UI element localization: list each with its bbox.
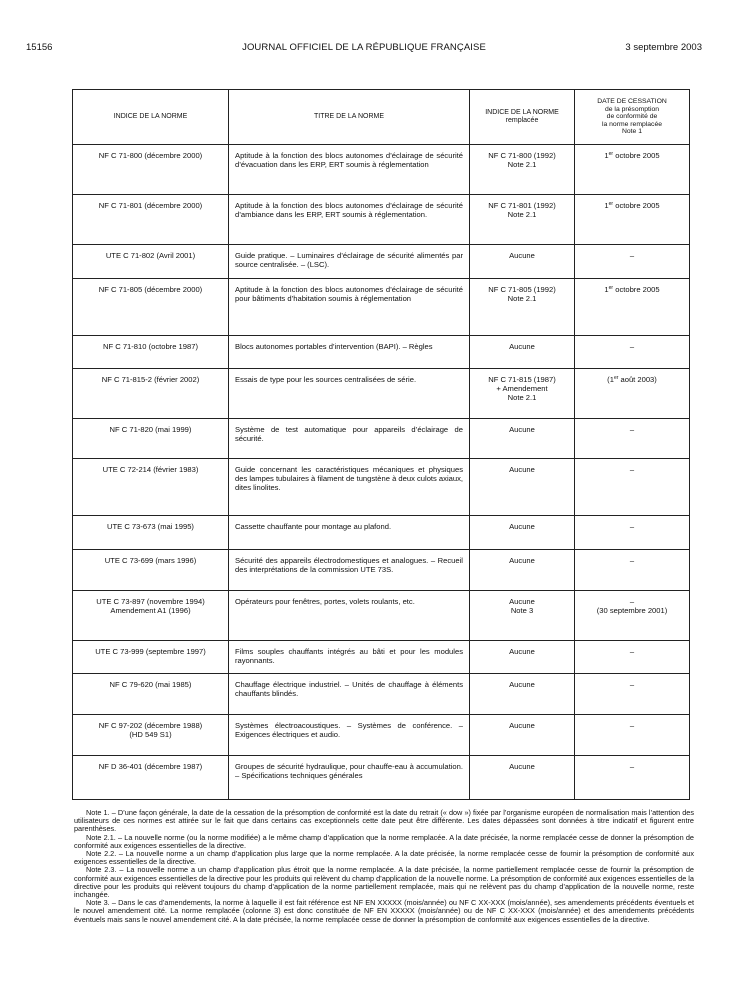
ordinal-suffix: er bbox=[608, 201, 614, 207]
norm-index: NF C 71-810 (octobre 1987) bbox=[103, 342, 198, 351]
replaced-norm: NF C 71-815 (1987) bbox=[488, 375, 556, 384]
column-header-line: TITRE DE LA NORME bbox=[313, 113, 384, 120]
replaced-norm: NF C 71-805 (1992) bbox=[488, 285, 556, 294]
norm-index: UTE C 71-802 (Avril 2001) bbox=[105, 251, 196, 260]
norm-index: UTE C 73-699 (mars 1996) bbox=[104, 556, 197, 565]
norm-index-cell bbox=[73, 419, 229, 459]
cessation-date-text: – bbox=[629, 251, 635, 260]
norm-title: Aptitude à la fonction des blocs autonomes d’éclairage de sécurité d’évacuation dans les ERP, ERT soumis à réglementation bbox=[229, 145, 470, 195]
norm-title: Cassette chauffante pour montage au plafond. bbox=[229, 516, 470, 550]
table-row bbox=[73, 756, 690, 800]
page-number: 15156 bbox=[26, 42, 53, 53]
norm-title: Aptitude à la fonction des blocs autonomes d’éclairage de sécurité d’ambiance dans les ERP, ERT soumis à réglementation. bbox=[229, 195, 470, 245]
cessation-date-text: août 2003) bbox=[618, 375, 657, 384]
norm-index: Amendement A1 (1996) bbox=[110, 606, 191, 615]
cessation-date bbox=[581, 597, 683, 606]
cessation-date-text: – bbox=[629, 762, 635, 771]
journal-title: JOURNAL OFFICIEL DE LA RÉPUBLIQUE FRANÇAISE bbox=[242, 42, 486, 53]
cessation-date-text: – bbox=[629, 721, 635, 730]
cessation-date-cell bbox=[575, 419, 690, 459]
column-header-line: remplacée bbox=[505, 117, 539, 124]
cessation-date-text: 1 bbox=[604, 201, 609, 210]
table-row bbox=[73, 641, 690, 674]
footnote: Note 3. – Dans le cas d’amendements, la norme à laquelle il est fait référence est NF EN XXXXX (mois/année) ou NF C XX-XXX (mois/année), ses amendements précédents éventuels et le nouvel amendement cité. La norme remplacée (colonne 3) est donc constituée de NF EN XXXXX (mois/année) ou de NF C XX-XXX (mois/année) et des amendements précédents éventuels mais sans le nouvel amendement cité. A la date précisée, la norme remplacée cesse de donner la présomption de conformité aux exigences essentielles de la directive. bbox=[74, 898, 694, 924]
norm-title: Aptitude à la fonction des blocs autonomes d’éclairage de sécurité pour bâtiments d’habitation soumis à réglementation bbox=[229, 279, 470, 336]
standards-table bbox=[72, 89, 690, 800]
cessation-date bbox=[581, 151, 683, 160]
table-row bbox=[73, 336, 690, 369]
cessation-date-text: 1 bbox=[604, 285, 609, 294]
table-row bbox=[73, 195, 690, 245]
replaced-norm-cell bbox=[470, 715, 575, 756]
replaced-norm: Note 2.1 bbox=[507, 393, 537, 402]
table-row bbox=[73, 674, 690, 715]
cessation-date-cell bbox=[575, 516, 690, 550]
replaced-norm: Aucune bbox=[509, 556, 535, 565]
cessation-date-cell bbox=[575, 641, 690, 674]
norm-title: Blocs autonomes portables d’intervention (BAPI). – Règles bbox=[229, 336, 470, 369]
norm-title: Essais de type pour les sources centralisées de série. bbox=[229, 369, 470, 419]
norm-index: NF C 97-202 (décembre 1988) bbox=[98, 721, 203, 730]
replaced-norm: Note 2.1 bbox=[507, 294, 537, 303]
replaced-norm: Note 3 bbox=[510, 606, 534, 615]
replaced-norm: Aucune bbox=[509, 680, 535, 689]
cessation-date bbox=[581, 647, 683, 656]
cessation-date-cell bbox=[575, 245, 690, 279]
cessation-date-text: – bbox=[629, 647, 635, 656]
footnote: Note 2.2. – La nouvelle norme a un champ d’application plus large que la norme remplacée. A la date précisée, la norme remplacée cesse de fournir la présomption de conformité aux exigences essentielles de la directive. bbox=[74, 849, 694, 867]
replaced-norm-cell bbox=[470, 279, 575, 336]
cessation-date bbox=[581, 375, 683, 384]
column-header-line: INDICE DE LA NORME bbox=[485, 109, 559, 116]
cessation-date-text: 1 bbox=[604, 151, 609, 160]
norm-index-cell bbox=[73, 756, 229, 800]
norm-index-cell bbox=[73, 550, 229, 591]
cessation-date-cell bbox=[575, 674, 690, 715]
table-row bbox=[73, 245, 690, 279]
replaced-norm: Aucune bbox=[509, 647, 535, 656]
table-body bbox=[73, 145, 690, 800]
cessation-date bbox=[581, 285, 683, 294]
column-header-line: Note 1 bbox=[621, 128, 643, 136]
norm-index: NF C 79-620 (mai 1985) bbox=[109, 680, 192, 689]
cessation-date-cell bbox=[575, 145, 690, 195]
cessation-date bbox=[581, 465, 683, 474]
norm-index: UTE C 73-897 (novembre 1994) bbox=[96, 597, 205, 606]
norm-title: Guide pratique. – Luminaires d’éclairage de sécurité alimentés par source centralisée. – (LSC). bbox=[229, 245, 470, 279]
norm-index: NF C 71-805 (décembre 2000) bbox=[98, 285, 203, 294]
norm-index-cell bbox=[73, 516, 229, 550]
replaced-norm-cell bbox=[470, 674, 575, 715]
cessation-date-cell bbox=[575, 550, 690, 591]
norm-index: UTE C 73-999 (septembre 1997) bbox=[95, 647, 206, 656]
replaced-norm-cell bbox=[470, 369, 575, 419]
norm-index: NF C 71-800 (décembre 2000) bbox=[98, 151, 203, 160]
column-header-replaced bbox=[470, 90, 575, 145]
cessation-date-text: – bbox=[629, 556, 635, 565]
cessation-date bbox=[581, 342, 683, 351]
replaced-norm: Aucune bbox=[509, 522, 535, 531]
replaced-norm-cell bbox=[470, 459, 575, 516]
norm-title: Guide concernant les caractéristiques mécaniques et physiques des lampes tubulaires à filament de tungstène à deux culots axiaux, dites linolites. bbox=[229, 459, 470, 516]
cessation-date bbox=[581, 762, 683, 771]
column-header-line: la norme remplacée bbox=[601, 120, 663, 128]
norm-index-cell bbox=[73, 145, 229, 195]
table-row bbox=[73, 591, 690, 641]
norm-index-cell bbox=[73, 245, 229, 279]
replaced-norm-cell bbox=[470, 641, 575, 674]
column-header-title bbox=[229, 90, 470, 145]
replaced-norm-cell bbox=[470, 145, 575, 195]
cessation-date-text: – bbox=[629, 680, 635, 689]
norm-title: Groupes de sécurité hydraulique, pour chauffe-eau à accumulation. – Spécifications techniques générales bbox=[229, 756, 470, 800]
norm-title: Opérateurs pour fenêtres, portes, volets roulants, etc. bbox=[229, 591, 470, 641]
ordinal-suffix: er bbox=[613, 375, 619, 381]
replaced-norm: Note 2.1 bbox=[507, 210, 537, 219]
table-row bbox=[73, 715, 690, 756]
norm-title: Sécurité des appareils électrodomestiques et analogues. – Recueil des interprétations de la commission UTE 73S. bbox=[229, 550, 470, 591]
table-row bbox=[73, 369, 690, 419]
cessation-date-text: – bbox=[629, 342, 635, 351]
norm-index: UTE C 72-214 (février 1983) bbox=[102, 465, 199, 474]
table-row bbox=[73, 145, 690, 195]
cessation-date-cell bbox=[575, 459, 690, 516]
norm-title: Systèmes électroacoustiques. – Systèmes de conférence. – Exigences électriques et audio. bbox=[229, 715, 470, 756]
table-row bbox=[73, 419, 690, 459]
cessation-date bbox=[581, 425, 683, 434]
cessation-date-text: – bbox=[629, 425, 635, 434]
ordinal-suffix: er bbox=[608, 151, 614, 157]
replaced-norm-cell bbox=[470, 756, 575, 800]
cessation-date-text: octobre 2005 bbox=[613, 285, 660, 294]
norm-index: NF C 71-801 (décembre 2000) bbox=[98, 201, 203, 210]
cessation-date-cell bbox=[575, 369, 690, 419]
replaced-norm: Aucune bbox=[509, 251, 535, 260]
column-header-line: de la présomption bbox=[604, 105, 660, 113]
norm-index: (HD 549 S1) bbox=[129, 730, 172, 739]
replaced-norm: Aucune bbox=[509, 597, 535, 606]
replaced-norm-cell bbox=[470, 336, 575, 369]
column-header-cessation bbox=[575, 90, 690, 145]
cessation-date-text: (1 bbox=[607, 375, 614, 384]
norm-index-cell bbox=[73, 195, 229, 245]
cessation-date-cell bbox=[575, 715, 690, 756]
cessation-date-text: – bbox=[629, 522, 635, 531]
norm-index: NF D 36-401 (décembre 1987) bbox=[98, 762, 203, 771]
table-row bbox=[73, 550, 690, 591]
table-row bbox=[73, 279, 690, 336]
publication-date: 3 septembre 2003 bbox=[625, 42, 702, 53]
replaced-norm-cell bbox=[470, 195, 575, 245]
column-header-line: de conformité de bbox=[606, 113, 658, 121]
replaced-norm-cell bbox=[470, 419, 575, 459]
footnote: Note 2.3. – La nouvelle norme a un champ d’application plus étroit que la norme remplacée. A la date précisée, la norme partiellement remplacée cesse de fournir la présomption de conformité aux exigences essentielles de la directive pour les produits qui relèvent du champ d’application de la nouvelle norme. La présomption de conformité aux exigences essentielles de la directive pour les produits qui relèvent toujours du champ d’application de la norme partiellement remplacée, mais qui ne relèvent pas du champ d’application de la nouvelle norme, reste inchangée. bbox=[74, 865, 694, 900]
table-header-row bbox=[73, 90, 690, 145]
cessation-date-text: octobre 2005 bbox=[613, 151, 660, 160]
column-header-line: INDICE DE LA NORME bbox=[113, 113, 188, 120]
norm-index: NF C 71-820 (mai 1999) bbox=[109, 425, 192, 434]
norm-title: Films souples chauffants intégrés au bâti et pour les modules rayonnants. bbox=[229, 641, 470, 674]
column-header-index bbox=[73, 90, 229, 145]
column-header-line: DATE DE CESSATION bbox=[597, 98, 667, 106]
replaced-norm: Note 2.1 bbox=[507, 160, 537, 169]
norm-index: UTE C 73-673 (mai 1995) bbox=[107, 522, 194, 531]
cessation-date: (30 septembre 2001) bbox=[596, 606, 668, 615]
norm-index-cell bbox=[73, 674, 229, 715]
norm-index-cell bbox=[73, 279, 229, 336]
replaced-norm: NF C 71-801 (1992) bbox=[488, 201, 556, 210]
ordinal-suffix: er bbox=[608, 285, 614, 291]
norm-index-cell bbox=[73, 641, 229, 674]
replaced-norm: Aucune bbox=[509, 762, 535, 771]
norm-title: Système de test automatique pour appareils d’éclairage de sécurité. bbox=[229, 419, 470, 459]
cessation-date-cell bbox=[575, 336, 690, 369]
footnotes bbox=[74, 809, 694, 924]
cessation-date bbox=[581, 556, 683, 565]
table-row bbox=[73, 516, 690, 550]
replaced-norm-cell bbox=[470, 245, 575, 279]
norm-index-cell bbox=[73, 459, 229, 516]
replaced-norm: NF C 71-800 (1992) bbox=[488, 151, 556, 160]
page-header bbox=[26, 41, 702, 55]
cessation-date-cell bbox=[575, 195, 690, 245]
cessation-date bbox=[581, 680, 683, 689]
norm-index: NF C 71-815-2 (février 2002) bbox=[101, 375, 200, 384]
norm-index-cell bbox=[73, 336, 229, 369]
replaced-norm-cell bbox=[470, 591, 575, 641]
norm-title: Chauffage électrique industriel. – Unités de chauffage à éléments chauffants blindés. bbox=[229, 674, 470, 715]
table-row bbox=[73, 459, 690, 516]
cessation-date bbox=[581, 251, 683, 260]
cessation-date-cell bbox=[575, 756, 690, 800]
replaced-norm: Aucune bbox=[509, 425, 535, 434]
replaced-norm: Aucune bbox=[509, 465, 535, 474]
footnote: Note 2.1. – La nouvelle norme (ou la norme modifiée) a le même champ d’application que la norme remplacée. A la date précisée, la norme remplacée cesse de donner la présomption de conformité aux exigences essentielles de la directive. bbox=[74, 832, 694, 850]
replaced-norm: + Amendement bbox=[496, 384, 548, 393]
cessation-date bbox=[581, 721, 683, 730]
cessation-date bbox=[581, 522, 683, 531]
footnote: Note 1. – D’une façon générale, la date de la cessation de la présomption de conformité est la date du retrait (« dow ») fixée par l’organisme européen de normalisation mais l’attention des utilisateurs de ces normes est attirée sur le fait que dans certains cas exceptionnels cette date peut être différente. Les dates dépassées sont données à titre indicatif et figurent entre parenthèses. bbox=[74, 808, 694, 834]
cessation-date-cell bbox=[575, 279, 690, 336]
cessation-date-text: – bbox=[629, 597, 635, 606]
replaced-norm-cell bbox=[470, 550, 575, 591]
norm-index-cell bbox=[73, 715, 229, 756]
norm-index-cell bbox=[73, 369, 229, 419]
cessation-date-cell bbox=[575, 591, 690, 641]
cessation-date bbox=[581, 201, 683, 210]
replaced-norm-cell bbox=[470, 516, 575, 550]
replaced-norm: Aucune bbox=[509, 721, 535, 730]
norm-index-cell bbox=[73, 591, 229, 641]
replaced-norm: Aucune bbox=[509, 342, 535, 351]
cessation-date-text: octobre 2005 bbox=[613, 201, 660, 210]
cessation-date-text: – bbox=[629, 465, 635, 474]
